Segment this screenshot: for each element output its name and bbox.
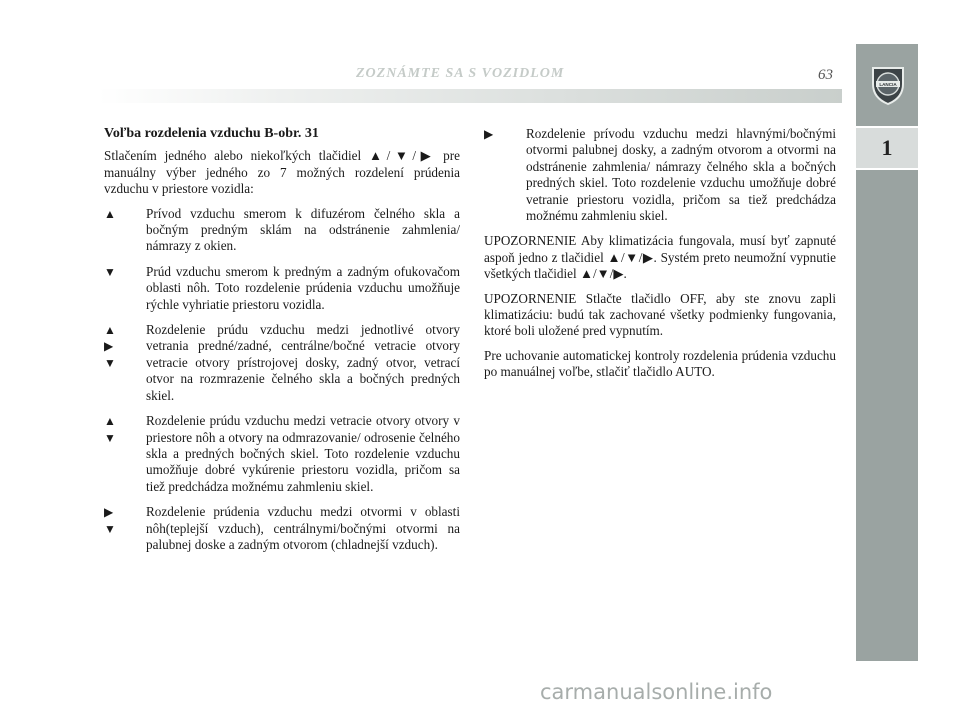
watermark: carmanualsonline.info bbox=[540, 680, 773, 704]
warning-paragraph: UPOZORNENIE Aby klimatizácia fungovala, musí byť zapnuté aspoň jedno z tlačidiel ▲/▼/▶. Systém preto neumožní vypnutie všetkých tlačidiel ▲/▼/▶. bbox=[484, 233, 836, 282]
list-item bbox=[104, 504, 460, 553]
intro-paragraph: Stlačením jedného alebo niekoľkých tlačidiel ▲/▼/▶ pre manuálny výber jedného zo 7 možných rozdelení prúdenia vzduchu v priestore vozidla: bbox=[104, 148, 460, 197]
arrow-right-icon: ▶ bbox=[484, 127, 494, 141]
left-column bbox=[104, 126, 460, 562]
svg-text:LANCIA: LANCIA bbox=[879, 82, 897, 87]
arrow-down-icon: ▼ bbox=[104, 264, 116, 279]
right-column bbox=[484, 126, 836, 389]
list-item bbox=[104, 413, 460, 495]
list-item-text: Prúd vzduchu smerom k predným a zadným ofukovačom oblasti nôh. Toto rozdelenie prúdenia vzduchu umožňuje rýchle vyhriatie priestoru vozidla. bbox=[146, 263, 460, 312]
airflow-symbols bbox=[484, 126, 526, 224]
list-item bbox=[484, 126, 836, 224]
arrow-down-icon: ▼ bbox=[104, 355, 116, 370]
lancia-logo-icon bbox=[870, 64, 906, 106]
header-bar bbox=[98, 89, 842, 103]
chapter-number: 1 bbox=[881, 135, 893, 160]
list-item-text: Rozdelenie prúdu vzduchu medzi jednotlivé otvory vetrania predné/zadné, centrálne/bočné vetracie otvory vetracie otvory prístrojovej dosky, zadný otvor, vetrací otvor na rozmrazenie čelného skla a bočných predných skiel. bbox=[146, 322, 460, 403]
list-item bbox=[104, 322, 460, 404]
page-number: 63 bbox=[818, 67, 833, 83]
arrow-right-icon: ▶ bbox=[104, 505, 114, 520]
arrow-up-icon: ▲ bbox=[104, 414, 116, 429]
list-item-text: Rozdelenie prúdenia vzduchu medzi otvormi v oblasti nôh(teplejší vzduch), centrálnymi/bočnými otvormi na palubnej doske a zadným otvorom (chladnejší vzduch). bbox=[146, 504, 460, 552]
list-item-text: Prívod vzduchu smerom k difuzérom čelného skla a bočným predným sklám na odstránenie zahmlenia/ námrazy z okien. bbox=[146, 205, 460, 254]
arrow-up-icon: ▲ bbox=[104, 323, 116, 338]
arrow-down-icon: ▼ bbox=[104, 521, 116, 536]
warning-paragraph: UPOZORNENIE Stlačte tlačidlo OFF, aby ste znovu zapli klimatizáciu: budú tak zachované všetky podmienky fungovania, ktoré boli uložené pred vypnutím. bbox=[484, 290, 836, 339]
list-item-text: Rozdelenie prívodu vzduchu medzi hlavnými/bočnými otvormi palubnej dosky, a zadným otvorom a otvormi na odstránenie zahmlenia/ námrazy čelného skla a bočných predných skiel. Toto rozdelenie vzduchu umožňuje dobré vetranie priestoru vozidla, pričom sa tiež predchádza možnému zahmleniu skiel. bbox=[526, 126, 836, 224]
section-heading: Voľba rozdelenia vzduchu B-obr. 31 bbox=[104, 126, 319, 141]
list-item-text: Rozdelenie prúdu vzduchu medzi vetracie otvory otvory v priestore nôh a otvory na odmrazovanie/ odrosenie čelného skla a predných bočných skiel. Toto rozdelenie vzduchu umožňuje dobré vykúrenie priestoru vozidla, pričom sa tiež predchádza možnému zahmleniu skiel. bbox=[146, 413, 460, 494]
airflow-symbols bbox=[104, 322, 146, 404]
arrow-up-icon: ▲ bbox=[104, 206, 116, 221]
note-paragraph: Pre uchovanie automatickej kontroly rozdelenia prúdenia vzduchu po manuálnej voľbe, stlačiť tlačidlo AUTO. bbox=[484, 347, 836, 380]
airflow-symbols bbox=[104, 206, 146, 255]
airflow-symbols bbox=[104, 504, 146, 553]
airflow-symbols bbox=[104, 413, 146, 495]
list-item bbox=[104, 206, 460, 255]
arrow-right-icon: ▶ bbox=[104, 339, 114, 354]
airflow-symbols bbox=[104, 264, 146, 313]
list-item bbox=[104, 264, 460, 313]
chapter-tab[interactable] bbox=[856, 126, 918, 170]
arrow-down-icon: ▼ bbox=[104, 430, 116, 445]
page-header-title: ZOZNÁMTE SA S VOZIDLOM bbox=[356, 66, 565, 81]
